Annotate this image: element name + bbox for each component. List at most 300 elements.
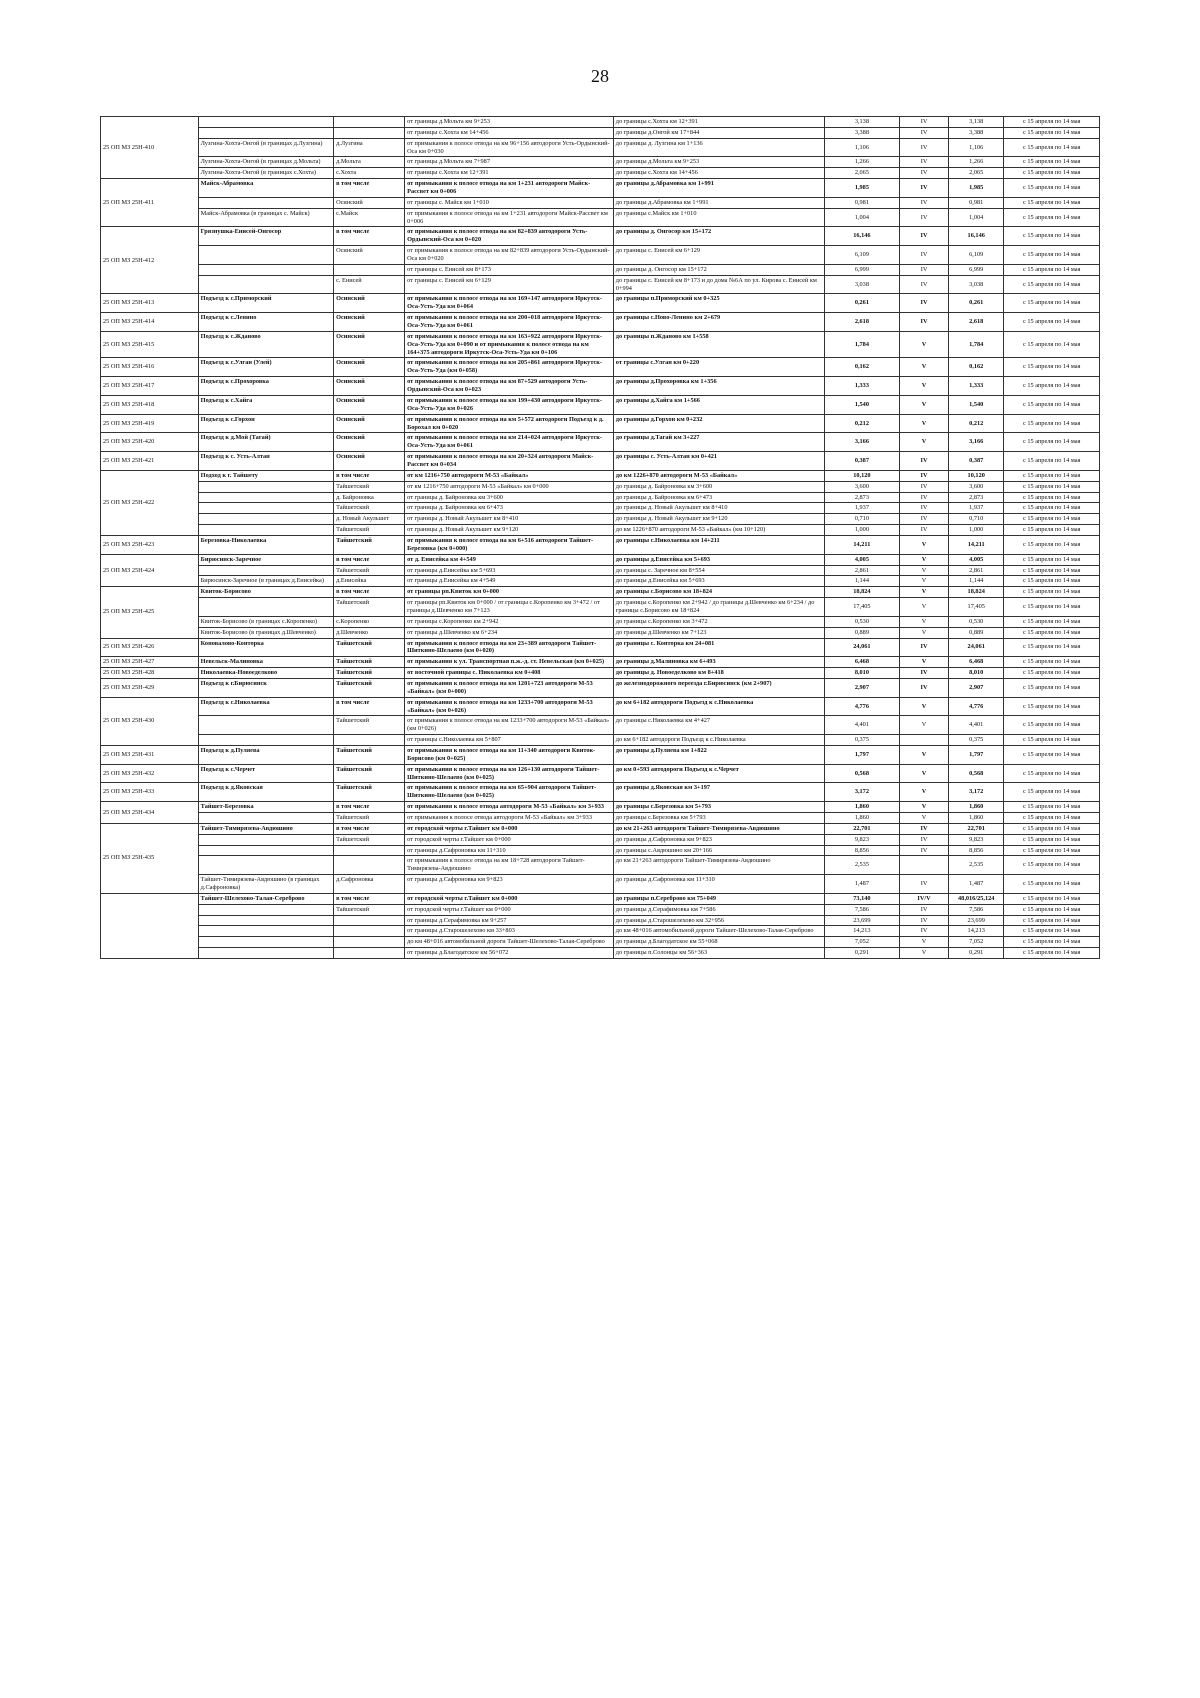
segment-start-cell: от границы с.Коропенко км 2+942	[405, 616, 614, 627]
restriction-period-cell: с 15 апреля по 14 мая	[1004, 716, 1100, 735]
segment-start-cell: от границы с.Хохта км 12+391	[405, 168, 614, 179]
restriction-period-cell: с 15 апреля по 14 мая	[1004, 503, 1100, 514]
segment-start-cell: от городской черты г.Тайшет км 0+000	[405, 904, 614, 915]
road-name-cell	[198, 197, 333, 208]
restricted-length-cell: 6,109	[948, 246, 1004, 265]
segment-end-cell: до границы с. Конторка км 24+081	[613, 638, 824, 657]
road-code-cell: 25 ОП МЗ 25Н-415	[101, 331, 199, 358]
table-row	[101, 264, 1100, 275]
road-name-cell	[198, 926, 333, 937]
category-cell: IV	[900, 514, 949, 525]
restriction-period-cell: с 15 апреля по 14 мая	[1004, 157, 1100, 168]
district-cell: Тайшетский	[334, 813, 405, 824]
length-cell: 1,266	[824, 157, 899, 168]
district-cell: Тайшетский	[334, 503, 405, 514]
restriction-period-cell: с 15 апреля по 14 мая	[1004, 834, 1100, 845]
length-cell: 1,487	[824, 875, 899, 894]
road-name-cell	[198, 948, 333, 959]
segment-start-cell: от примыкания к полосе отвода на км 205+861 автодороги Иркутск-Оса-Усть-Уда (км 0+058)	[405, 358, 614, 377]
segment-end-cell: до границы с.Майск км 1+010	[613, 208, 824, 227]
road-code-cell: 25 ОП МЗ 25Н-426	[101, 638, 199, 657]
segment-end-cell: до границы д. Лузгина км 1+136	[613, 138, 824, 157]
road-name-cell: Квиток-Борисово (в границах с.Коропенко)	[198, 616, 333, 627]
district-cell: в том числе	[334, 587, 405, 598]
road-name-cell	[198, 915, 333, 926]
restriction-period-cell: с 15 апреля по 14 мая	[1004, 179, 1100, 198]
segment-start-cell: от примыкания к полосе отвода на км 1201+723 автодороги М-53 «Байкал» (км 0+000)	[405, 678, 614, 697]
category-cell: IV	[900, 313, 949, 332]
road-code-cell: 25 ОП МЗ 25Н-433	[101, 783, 199, 802]
length-cell: 0,568	[824, 764, 899, 783]
road-name-cell: Бирюсинск-Заречное	[198, 554, 333, 565]
road-name-cell	[198, 117, 333, 128]
segment-end-cell: до границы д.Сафроновка км 9+823	[613, 834, 824, 845]
category-cell: V	[900, 948, 949, 959]
restriction-period-cell: с 15 апреля по 14 мая	[1004, 735, 1100, 746]
category-cell: V	[900, 616, 949, 627]
restriction-period-cell: с 15 апреля по 14 мая	[1004, 875, 1100, 894]
segment-start-cell: от примыкания к полосе отвода на км 214+024 автодороги Иркутск-Оса-Усть-Уда км 0+061	[405, 433, 614, 452]
table-row	[101, 856, 1100, 875]
length-cell: 3,388	[824, 127, 899, 138]
segment-start-cell: от городской черты г.Тайшет км 0+000	[405, 834, 614, 845]
length-cell: 6,109	[824, 246, 899, 265]
category-cell: V	[900, 697, 949, 716]
district-cell: в том числе	[334, 823, 405, 834]
district-cell	[334, 845, 405, 856]
length-cell: 6,999	[824, 264, 899, 275]
road-name-cell	[198, 525, 333, 536]
district-cell: Тайшетский	[334, 535, 405, 554]
category-cell: IV	[900, 275, 949, 294]
road-code-cell: 25 ОП МЗ 25Н-427	[101, 657, 199, 668]
restriction-period-cell: с 15 апреля по 14 мая	[1004, 414, 1100, 433]
segment-end-cell: до км 6+182 автодороги Подъезд к с.Николаевка	[613, 735, 824, 746]
road-name-cell	[198, 598, 333, 617]
length-cell: 10,120	[824, 470, 899, 481]
table-row	[101, 179, 1100, 198]
district-cell: Осинский	[334, 294, 405, 313]
restriction-period-cell: с 15 апреля по 14 мая	[1004, 525, 1100, 536]
restricted-length-cell: 48,016/25,124	[948, 893, 1004, 904]
segment-start-cell: от примыкания к полосе отвода на км 20+324 автодороги Майск-Рассвет км 0+034	[405, 452, 614, 471]
road-name-cell: Лузгина-Хохта-Онгой (в границах д.Лузгина)	[198, 138, 333, 157]
restricted-length-cell: 2,873	[948, 492, 1004, 503]
segment-start-cell: от примыкания к полосе отвода на км 11+340 автодороги Квиток-Борисово (км 0+025)	[405, 746, 614, 765]
table-row	[101, 638, 1100, 657]
category-cell: V	[900, 783, 949, 802]
category-cell: V	[900, 802, 949, 813]
restriction-period-cell: с 15 апреля по 14 мая	[1004, 470, 1100, 481]
road-code-cell: 25 ОП МЗ 25Н-411	[101, 179, 199, 227]
category-cell: V	[900, 565, 949, 576]
segment-start-cell: от примыкания к полосе отвода на км 87+529 автодороги Усть-Ордынский-Оса км 0+023	[405, 377, 614, 396]
table-row	[101, 834, 1100, 845]
category-cell: IV	[900, 157, 949, 168]
length-cell: 2,618	[824, 313, 899, 332]
restriction-period-cell: с 15 апреля по 14 мая	[1004, 264, 1100, 275]
restricted-length-cell: 1,784	[948, 331, 1004, 358]
road-name-cell	[198, 716, 333, 735]
restriction-period-cell: с 15 апреля по 14 мая	[1004, 294, 1100, 313]
restricted-length-cell: 1,860	[948, 813, 1004, 824]
segment-end-cell: до границы д.Малиновка км 6+493	[613, 657, 824, 668]
restricted-length-cell: 8,010	[948, 668, 1004, 679]
restricted-length-cell: 14,211	[948, 535, 1004, 554]
table-row	[101, 414, 1100, 433]
segment-start-cell: от границы д.Мольта км 7+987	[405, 157, 614, 168]
segment-start-cell: от примыкания к полосе отвода на км 200+018 автодороги Иркутск-Оса-Усть-Уда км 0+061	[405, 313, 614, 332]
segment-start-cell: от км 1216+750 автодороги М-53 «Байкал»	[405, 470, 614, 481]
restricted-length-cell: 0,889	[948, 627, 1004, 638]
road-code-cell: 25 ОП МЗ 25Н-425	[101, 587, 199, 638]
road-code-cell: 25 ОП МЗ 25Н-413	[101, 294, 199, 313]
length-cell: 0,375	[824, 735, 899, 746]
restricted-length-cell: 1,266	[948, 157, 1004, 168]
segment-end-cell: до км 48+016 автомобильной дороги Тайшет-Шелехово-Талая-Сереброво	[613, 926, 824, 937]
category-cell: V	[900, 433, 949, 452]
road-name-cell: Подъезд к д.Пуляева	[198, 746, 333, 765]
road-code-cell: 25 ОП МЗ 25Н-419	[101, 414, 199, 433]
segment-end-cell: до границы д. Новый Акульшет км 8+410	[613, 503, 824, 514]
segment-start-cell: от границы рп.Квиток км 0+000 / от границы с.Коропенко км 3+472 / от границы д.Шевченко км 7+123	[405, 598, 614, 617]
length-cell: 2,535	[824, 856, 899, 875]
category-cell: IV	[900, 492, 949, 503]
table-row	[101, 481, 1100, 492]
road-name-cell	[198, 275, 333, 294]
category-cell: V	[900, 813, 949, 824]
restriction-period-cell: с 15 апреля по 14 мая	[1004, 127, 1100, 138]
segment-start-cell: от границы д.Шевченко км 6+234	[405, 627, 614, 638]
restricted-length-cell: 24,061	[948, 638, 1004, 657]
restriction-period-cell: с 15 апреля по 14 мая	[1004, 598, 1100, 617]
length-cell: 0,291	[824, 948, 899, 959]
table-row	[101, 157, 1100, 168]
district-cell: Осинский	[334, 377, 405, 396]
category-cell: IV	[900, 294, 949, 313]
segment-end-cell: до границы с.Ново-Ленино км 2+679	[613, 313, 824, 332]
road-table	[100, 116, 1100, 959]
road-name-cell: Подъезд к с.Приморский	[198, 294, 333, 313]
segment-end-cell: до границы д.Онгой км 17+844	[613, 127, 824, 138]
category-cell: IV	[900, 845, 949, 856]
restricted-length-cell: 3,038	[948, 275, 1004, 294]
table-row	[101, 845, 1100, 856]
restricted-length-cell: 3,388	[948, 127, 1004, 138]
length-cell: 1,106	[824, 138, 899, 157]
category-cell: IV	[900, 168, 949, 179]
restriction-period-cell: с 15 апреля по 14 мая	[1004, 377, 1100, 396]
category-cell	[900, 856, 949, 875]
segment-start-cell: от примыкания к полосе отвода на км 82+839 автодороги Усть-Ордынский-Оса км 0+020	[405, 246, 614, 265]
category-cell: V	[900, 554, 949, 565]
length-cell: 1,000	[824, 525, 899, 536]
district-cell: в том числе	[334, 470, 405, 481]
length-cell: 0,530	[824, 616, 899, 627]
segment-end-cell: до км 1226+870 автодороги М-53 «Байкал»	[613, 470, 824, 481]
restricted-length-cell: 1,004	[948, 208, 1004, 227]
category-cell: IV	[900, 127, 949, 138]
restricted-length-cell: 0,530	[948, 616, 1004, 627]
district-cell: д.Лузгина	[334, 138, 405, 157]
segment-start-cell: от границы с.Хохта км 14+456	[405, 127, 614, 138]
category-cell: V	[900, 716, 949, 735]
district-cell: Тайшетский	[334, 668, 405, 679]
district-cell	[334, 117, 405, 128]
length-cell: 2,065	[824, 168, 899, 179]
road-code-cell: 25 ОП МЗ 25Н-430	[101, 697, 199, 745]
restricted-length-cell: 1,860	[948, 802, 1004, 813]
restriction-period-cell: с 15 апреля по 14 мая	[1004, 697, 1100, 716]
segment-start-cell: от примыкания к полосе отвода на км 163+922 автодороги Иркутск-Оса-Усть-Уда км 0+090 и от примыкания к полосе отвода на км 164+375 автодороги Иркутск-Оса-Усть-Уда км 0+106	[405, 331, 614, 358]
restricted-length-cell: 1,937	[948, 503, 1004, 514]
restriction-period-cell: с 15 апреля по 14 мая	[1004, 246, 1100, 265]
segment-start-cell: от примыкания к полосе отвода на км 6+516 автодороги Тайшет-Березовка (км 0+000)	[405, 535, 614, 554]
district-cell: Тайшетский	[334, 783, 405, 802]
restriction-period-cell: с 15 апреля по 14 мая	[1004, 358, 1100, 377]
district-cell: с. Енисей	[334, 275, 405, 294]
length-cell: 1,144	[824, 576, 899, 587]
restricted-length-cell: 3,172	[948, 783, 1004, 802]
length-cell: 2,861	[824, 565, 899, 576]
district-cell: в том числе	[334, 802, 405, 813]
category-cell: IV	[900, 179, 949, 198]
table-row	[101, 275, 1100, 294]
restricted-length-cell: 3,138	[948, 117, 1004, 128]
road-name-cell: Лузгина-Хохта-Онгой (в границах с.Хохта)	[198, 168, 333, 179]
restriction-period-cell: с 15 апреля по 14 мая	[1004, 845, 1100, 856]
length-cell: 4,005	[824, 554, 899, 565]
category-cell: IV	[900, 246, 949, 265]
district-cell: д. Байроновка	[334, 492, 405, 503]
restriction-period-cell: с 15 апреля по 14 мая	[1004, 915, 1100, 926]
category-cell: IV	[900, 668, 949, 679]
table-row	[101, 783, 1100, 802]
table-row	[101, 937, 1100, 948]
segment-start-cell: от примыкания к полосе отвода на км 18+728 автодороги Тайшет-Тимирязева-Авдюшино	[405, 856, 614, 875]
restriction-period-cell: с 15 апреля по 14 мая	[1004, 313, 1100, 332]
district-cell: Осинский	[334, 395, 405, 414]
segment-end-cell: до границы д.Хайга км 1+566	[613, 395, 824, 414]
table-row	[101, 668, 1100, 679]
restricted-length-cell: 4,005	[948, 554, 1004, 565]
district-cell: Осинский	[334, 433, 405, 452]
segment-end-cell: до границы п.Приморский км 0+325	[613, 294, 824, 313]
restriction-period-cell: с 15 апреля по 14 мая	[1004, 138, 1100, 157]
road-name-cell	[198, 503, 333, 514]
segment-start-cell: от д. Енисейка км 4+549	[405, 554, 614, 565]
table-row	[101, 576, 1100, 587]
length-cell: 7,586	[824, 904, 899, 915]
restricted-length-cell: 0,387	[948, 452, 1004, 471]
length-cell: 16,146	[824, 227, 899, 246]
table-row	[101, 514, 1100, 525]
table-row	[101, 915, 1100, 926]
district-cell: Тайшетский	[334, 481, 405, 492]
district-cell: с.Хохта	[334, 168, 405, 179]
road-code-cell: 25 ОП МЗ 25Н-420	[101, 433, 199, 452]
category-cell: IV	[900, 875, 949, 894]
restricted-length-cell: 0,162	[948, 358, 1004, 377]
length-cell: 3,600	[824, 481, 899, 492]
table-row	[101, 138, 1100, 157]
restricted-length-cell: 22,701	[948, 823, 1004, 834]
table-row	[101, 904, 1100, 915]
segment-end-cell: до границы д.Благодатское км 55+068	[613, 937, 824, 948]
segment-end-cell: до границы п.Сереброво км 75+049	[613, 893, 824, 904]
restriction-period-cell: с 15 апреля по 14 мая	[1004, 627, 1100, 638]
road-name-cell: Майск-Абрамовка (в границах с. Майск)	[198, 208, 333, 227]
road-name-cell: Квиток-Борисово (в границах д.Шевченко)	[198, 627, 333, 638]
road-name-cell	[198, 481, 333, 492]
restricted-length-cell: 2,907	[948, 678, 1004, 697]
road-name-cell	[198, 937, 333, 948]
length-cell: 3,172	[824, 783, 899, 802]
category-cell	[900, 735, 949, 746]
district-cell: Осинский	[334, 313, 405, 332]
segment-end-cell: до границы с.Авдюшино км 20+166	[613, 845, 824, 856]
district-cell: Тайшетский	[334, 565, 405, 576]
restriction-period-cell: с 15 апреля по 14 мая	[1004, 856, 1100, 875]
district-cell	[334, 937, 405, 948]
length-cell: 0,162	[824, 358, 899, 377]
category-cell: IV	[900, 208, 949, 227]
restricted-length-cell: 0,212	[948, 414, 1004, 433]
segment-start-cell: от границы д.Енисейка км 4+549	[405, 576, 614, 587]
district-cell	[334, 127, 405, 138]
road-name-cell	[198, 813, 333, 824]
restricted-length-cell: 0,375	[948, 735, 1004, 746]
segment-end-cell: до границы п.Солонцы км 56+363	[613, 948, 824, 959]
district-cell: в том числе	[334, 554, 405, 565]
table-row	[101, 627, 1100, 638]
segment-start-cell: от городской черты г.Тайшет км 0+000	[405, 823, 614, 834]
road-code-cell: 25 ОП МЗ 25Н-423	[101, 535, 199, 554]
category-cell: V	[900, 377, 949, 396]
restricted-length-cell: 0,568	[948, 764, 1004, 783]
road-name-cell: Подъезд к г.Бирюсинск	[198, 678, 333, 697]
road-name-cell: Подъезд к с.Николаевка	[198, 697, 333, 716]
length-cell: 22,701	[824, 823, 899, 834]
length-cell: 24,061	[824, 638, 899, 657]
segment-start-cell: от границы д.Серафимовка км 9+257	[405, 915, 614, 926]
district-cell: Осинский	[334, 246, 405, 265]
restriction-period-cell: с 15 апреля по 14 мая	[1004, 616, 1100, 627]
segment-start-cell: от границы д.Енисейка км 5+693	[405, 565, 614, 576]
length-cell: 1,860	[824, 802, 899, 813]
table-row	[101, 208, 1100, 227]
restricted-length-cell: 1,144	[948, 576, 1004, 587]
category-cell: IV	[900, 138, 949, 157]
table-row	[101, 764, 1100, 783]
length-cell: 9,823	[824, 834, 899, 845]
category-cell: V	[900, 395, 949, 414]
category-cell: V	[900, 414, 949, 433]
road-name-cell: Подъезд к с.Улган (Улей)	[198, 358, 333, 377]
road-code-cell	[101, 893, 199, 958]
segment-end-cell: до границы с. Енисей км 6+129	[613, 246, 824, 265]
district-cell: Тайшетский	[334, 638, 405, 657]
segment-start-cell: от примыкания к полосе отвода на км 1+231 автодороги Майск-Рассвет км 0+006	[405, 208, 614, 227]
restriction-period-cell: с 15 апреля по 14 мая	[1004, 554, 1100, 565]
length-cell: 1,004	[824, 208, 899, 227]
length-cell: 14,213	[824, 926, 899, 937]
restriction-period-cell: с 15 апреля по 14 мая	[1004, 783, 1100, 802]
district-cell: Тайшетский	[334, 657, 405, 668]
table-row	[101, 554, 1100, 565]
table-row	[101, 525, 1100, 536]
table-row	[101, 377, 1100, 396]
road-code-cell: 25 ОП МЗ 25Н-414	[101, 313, 199, 332]
district-cell	[334, 915, 405, 926]
length-cell: 6,468	[824, 657, 899, 668]
restriction-period-cell: с 15 апреля по 14 мая	[1004, 823, 1100, 834]
restriction-period-cell: с 15 апреля по 14 мая	[1004, 197, 1100, 208]
restriction-period-cell: с 15 апреля по 14 мая	[1004, 746, 1100, 765]
road-name-cell: Майск-Абрамовка	[198, 179, 333, 198]
restricted-length-cell: 3,600	[948, 481, 1004, 492]
segment-end-cell: до границы д. Байроновка км 6+473	[613, 492, 824, 503]
restricted-length-cell: 7,586	[948, 904, 1004, 915]
road-name-cell	[198, 856, 333, 875]
segment-end-cell: до границы д.Мольта км 9+253	[613, 157, 824, 168]
table-row	[101, 197, 1100, 208]
restricted-length-cell: 6,999	[948, 264, 1004, 275]
restricted-length-cell: 1,333	[948, 377, 1004, 396]
restriction-period-cell: с 15 апреля по 14 мая	[1004, 937, 1100, 948]
road-name-cell: Тайшет-Шелехово-Талая-Сереброво	[198, 893, 333, 904]
table-row	[101, 802, 1100, 813]
restriction-period-cell: с 15 апреля по 14 мая	[1004, 331, 1100, 358]
district-cell: д.Енисейка	[334, 576, 405, 587]
restriction-period-cell: с 15 апреля по 14 мая	[1004, 587, 1100, 598]
segment-start-cell: от примыкания к полосе отвода автодороги М-53 «Байкал» км 3+933	[405, 813, 614, 824]
road-name-cell	[198, 492, 333, 503]
segment-end-cell: до границы с.Березовка км 5+793	[613, 802, 824, 813]
category-cell: V	[900, 764, 949, 783]
category-cell: IV	[900, 264, 949, 275]
district-cell: Тайшетский	[334, 764, 405, 783]
restriction-period-cell: с 15 апреля по 14 мая	[1004, 565, 1100, 576]
district-cell: Тайшетский	[334, 598, 405, 617]
segment-start-cell: от границы д.Сафроновка км 9+823	[405, 875, 614, 894]
table-row	[101, 926, 1100, 937]
restriction-period-cell: с 15 апреля по 14 мая	[1004, 514, 1100, 525]
length-cell: 0,710	[824, 514, 899, 525]
category-cell: IV	[900, 503, 949, 514]
restriction-period-cell: с 15 апреля по 14 мая	[1004, 668, 1100, 679]
segment-start-cell: от примыкания к полосе отвода на км 1233+700 автодороги М-53 «Байкал» (км 0+026)	[405, 716, 614, 735]
segment-start-cell: от границы д. Байроновка км 3+600	[405, 492, 614, 503]
table-row	[101, 813, 1100, 824]
road-name-cell: Подъезд к д.Яковская	[198, 783, 333, 802]
district-cell: Осинский	[334, 358, 405, 377]
restricted-length-cell: 8,856	[948, 845, 1004, 856]
restriction-period-cell: с 15 апреля по 14 мая	[1004, 117, 1100, 128]
table-row	[101, 395, 1100, 414]
category-cell: IV	[900, 823, 949, 834]
segment-end-cell: до границы д.Абрамовка км 1+991	[613, 197, 824, 208]
length-cell: 7,052	[824, 937, 899, 948]
segment-start-cell: от примыкания к полосе отвода на км 23+389 автодороги Тайшет-Шиткино-Шелаево (км 0+020)	[405, 638, 614, 657]
table-row	[101, 168, 1100, 179]
restriction-period-cell: с 15 апреля по 14 мая	[1004, 638, 1100, 657]
segment-start-cell: до км 48+016 автомобильной дороги Тайшет-Шелехово-Талая-Сереброво	[405, 937, 614, 948]
table-row	[101, 893, 1100, 904]
table-row	[101, 697, 1100, 716]
category-cell: V	[900, 657, 949, 668]
restriction-period-cell: с 15 апреля по 14 мая	[1004, 813, 1100, 824]
